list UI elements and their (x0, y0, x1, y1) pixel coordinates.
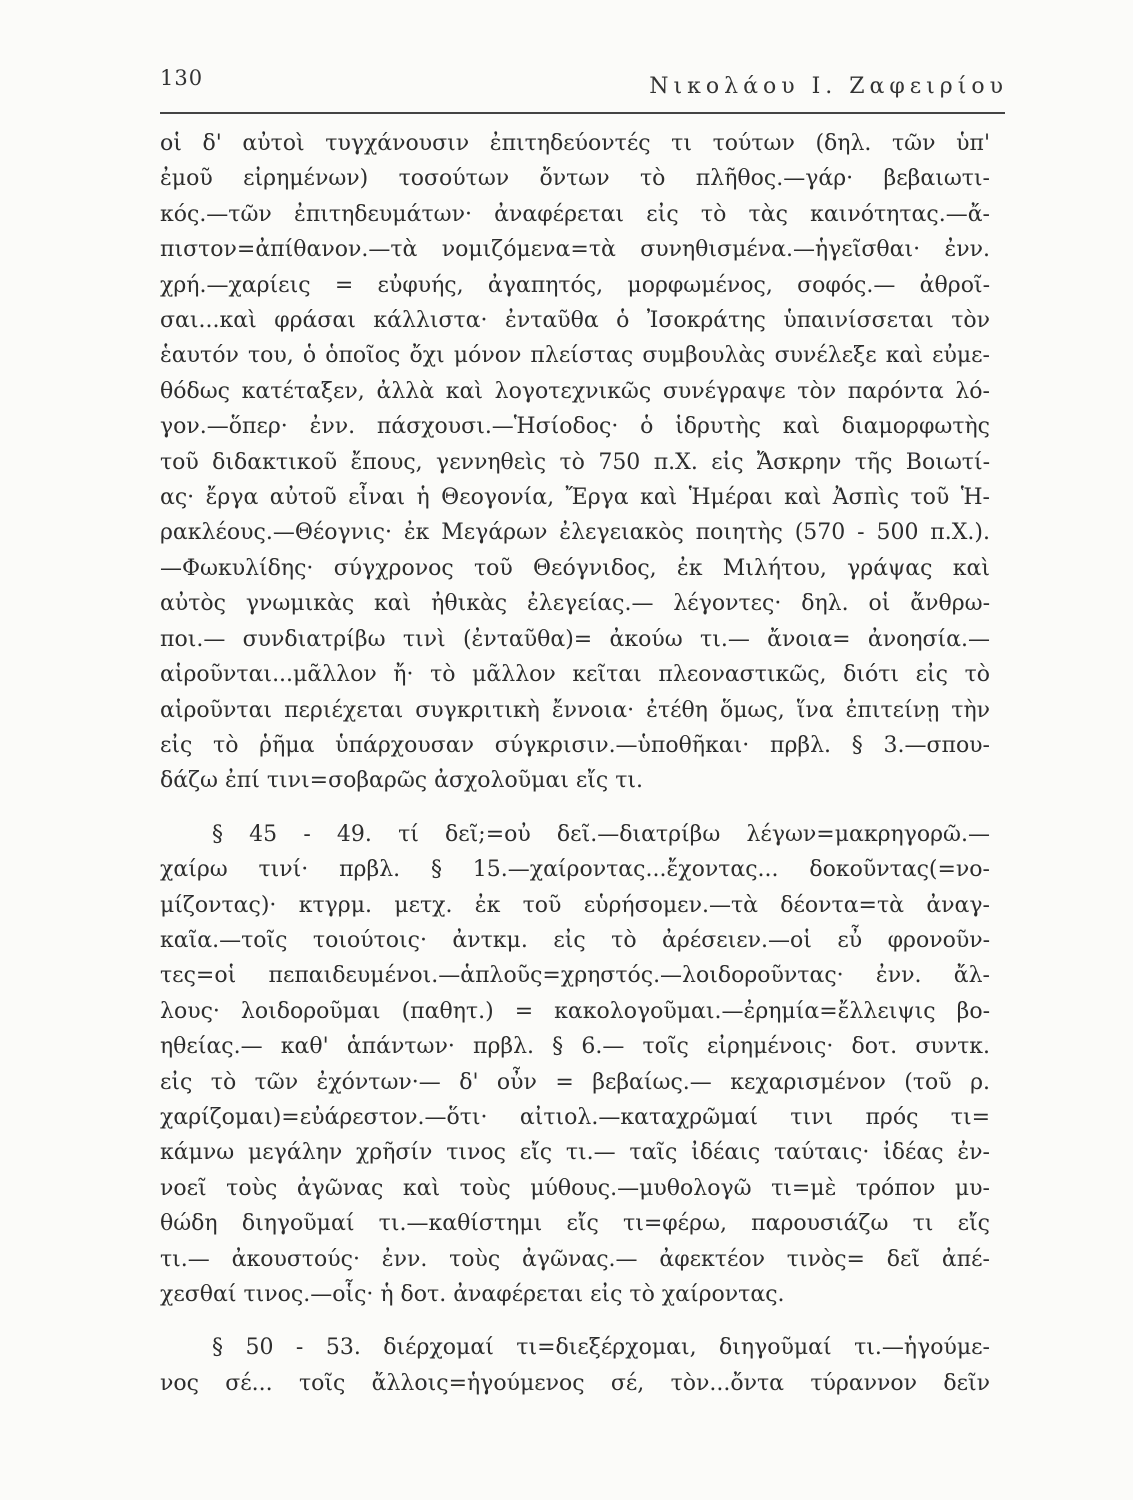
text-line: ρακλέους.—Θέογνις· ἐκ Μεγάρων ἐλεγειακὸς ποιητὴς (570 - 500 π.Χ.). (160, 520, 990, 546)
text-line: κός.—τῶν ἐπιτηδευμάτων· ἀναφέρεται εἰς τὸ τὰς καινότητας.—ἄ- (160, 201, 990, 227)
text-line: χαρίζομαι)=εὐάρεστον.—ὅτι· αἰτιολ.—καταχρῶμαί τινι πρός τι= (160, 1104, 990, 1130)
text-line: § 45 - 49. τί δεῖ;=οὐ δεῖ.—διατρίβω λέγων=μακρηγορῶ.— (212, 821, 990, 847)
text-line: σαι...καὶ φράσαι κάλλιστα· ἐνταῦθα ὁ Ἰσοκράτης ὑπαινίσσεται τὸν (160, 308, 990, 334)
text-line: λους· λοιδοροῦμαι (παθητ.) = κακολογοῦμαι.—ἐρημία=ἔλλειψις βο- (160, 998, 990, 1024)
body-text (160, 126, 990, 1401)
text-line: τι.— ἀκουστούς· ἐνν. τοὺς ἀγῶνας.— ἀφεκτέον τινὸς= δεῖ ἀπέ- (160, 1246, 990, 1272)
text-line: αὐτὸς γνωμικὰς καὶ ἠθικὰς ἐλεγείας.— λέγοντες· δηλ. οἱ ἄνθρω- (160, 591, 990, 617)
paragraph-2 (160, 817, 990, 1313)
text-line: χαίρω τινί· πρβλ. § 15.—χαίροντας...ἔχοντας... δοκοῦντας(=νο- (160, 857, 990, 883)
text-line: χρή.—χαρίεις = εὐφυής, ἀγαπητός, μορφωμένος, σοφός.— ἀθροῖ- (160, 272, 990, 298)
text-line: νος σέ... τοῖς ἄλλοις=ἡγούμενος σέ, τὸν...ὄντα τύραννον δεῖν (160, 1370, 990, 1396)
text-line: χεσθαί τινος.—οἷς· ἡ δοτ. ἀναφέρεται εἰς τὸ χαίροντας. (160, 1282, 785, 1307)
text-line: αἱροῦνται περιέχεται συγκριτικὴ ἔννοια· ἐτέθη ὅμως, ἵνα ἐπιτείνῃ τὴν (160, 697, 990, 723)
paragraph-3 (160, 1330, 990, 1401)
text-line: τοῦ διδακτικοῦ ἔπους, γεννηθεὶς τὸ 750 π.Χ. εἰς Ἄσκρην τῆς Βοιωτί- (160, 449, 990, 475)
text-line: καῖα.—τοῖς τοιούτοις· ἀντκμ. εἰς τὸ ἀρέσειεν.—οἱ εὖ φρονοῦν- (160, 927, 990, 953)
text-line: γον.—ὅπερ· ἐνν. πάσχουσι.—Ἡσίοδος· ὁ ἱδρυτὴς καὶ διαμορφωτὴς (160, 414, 990, 440)
page-number: 130 (160, 66, 204, 90)
text-line: ποι.— συνδιατρίβω τινὶ (ἐνταῦθα)= ἀκούω τι.— ἄνοια= ἀνοησία.— (160, 626, 990, 652)
page-header (160, 62, 1008, 102)
text-line: δάζω ἐπί τινι=σοβαρῶς ἀσχολοῦμαι εἴς τι. (160, 768, 644, 794)
text-line: ηθείας.— καθ' ἁπάντων· πρβλ. § 6.— τοῖς εἰρημένοις· δοτ. συντκ. (160, 1034, 990, 1060)
text-line: νοεῖ τοὺς ἀγῶνας καὶ τοὺς μύθους.—μυθολογῶ τι=μὲ τρόπον μυ- (160, 1175, 990, 1201)
text-line: τες=οἱ πεπαιδευμένοι.—ἁπλοῦς=χρηστός.—λοιδοροῦντας· ἐνν. ἄλ- (160, 963, 990, 989)
header-rule (160, 112, 1005, 114)
text-line: ἑαυτόν του, ὁ ὁποῖος ὄχι μόνον πλείστας συμβουλὰς συνέλεξε καὶ εὐμε- (160, 343, 990, 369)
running-head: Νικολάου Ι. Ζαφειρίου (649, 74, 1008, 99)
text-line: μίζοντας)· κτγρμ. μετχ. ἐκ τοῦ εὑρήσομεν.—τὰ δέοντα=τὰ ἀναγ- (160, 892, 990, 918)
text-line: εἰς τὸ τῶν ἐχόντων·— δ' οὖν = βεβαίως.— κεχαρισμένον (τοῦ ρ. (160, 1069, 990, 1095)
text-line: ἐμοῦ εἰρημένων) τοσούτων ὄντων τὸ πλῆθος.—γάρ· βεβαιωτι- (160, 166, 990, 192)
text-line: αἱροῦνται...μᾶλλον ἤ· τὸ μᾶλλον κεῖται πλεοναστικῶς, διότι εἰς τὸ (160, 662, 990, 688)
text-line: οἱ δ' αὐτοὶ τυγχάνουσιν ἐπιτηδεύοντές τι τούτων (δηλ. τῶν ὑπ' (160, 131, 990, 156)
paragraph-gap (160, 1312, 990, 1330)
text-line: θώδη διηγοῦμαί τι.—καθίστημι εἴς τι=φέρω, παρουσιάζω τι εἴς (160, 1211, 990, 1237)
text-line: θόδως κατέταξεν, ἀλλὰ καὶ λογοτεχνικῶς συνέγραψε τὸν παρόντα λό- (160, 378, 990, 404)
text-line: § 50 - 53. διέρχομαί τι=διεξέρχομαι, διηγοῦμαί τι.—ἡγούμε- (212, 1335, 990, 1361)
text-line: πιστον=ἀπίθανον.—τὰ νομιζόμενα=τὰ συνηθισμένα.—ἡγεῖσθαι· ἐνν. (160, 237, 990, 263)
text-line: —Φωκυλίδης· σύγχρονος τοῦ Θεόγνιδος, ἐκ Μιλήτου, γράψας καὶ (160, 555, 990, 581)
text-line: κάμνω μεγάλην χρῆσίν τινος εἴς τι.— ταῖς ἰδέαις ταύταις· ἰδέας ἐν- (160, 1140, 990, 1166)
paragraph-gap (160, 799, 990, 817)
paragraph-1 (160, 126, 990, 799)
text-line: ας· ἔργα αὐτοῦ εἶναι ἡ Θεογονία, Ἔργα καὶ Ἡμέραι καὶ Ἀσπὶς τοῦ Ἡ- (160, 485, 990, 511)
text-line: εἰς τὸ ῥῆμα ὑπάρχουσαν σύγκρισιν.—ὑποθῆκαι· πρβλ. § 3.—σπου- (160, 732, 990, 758)
